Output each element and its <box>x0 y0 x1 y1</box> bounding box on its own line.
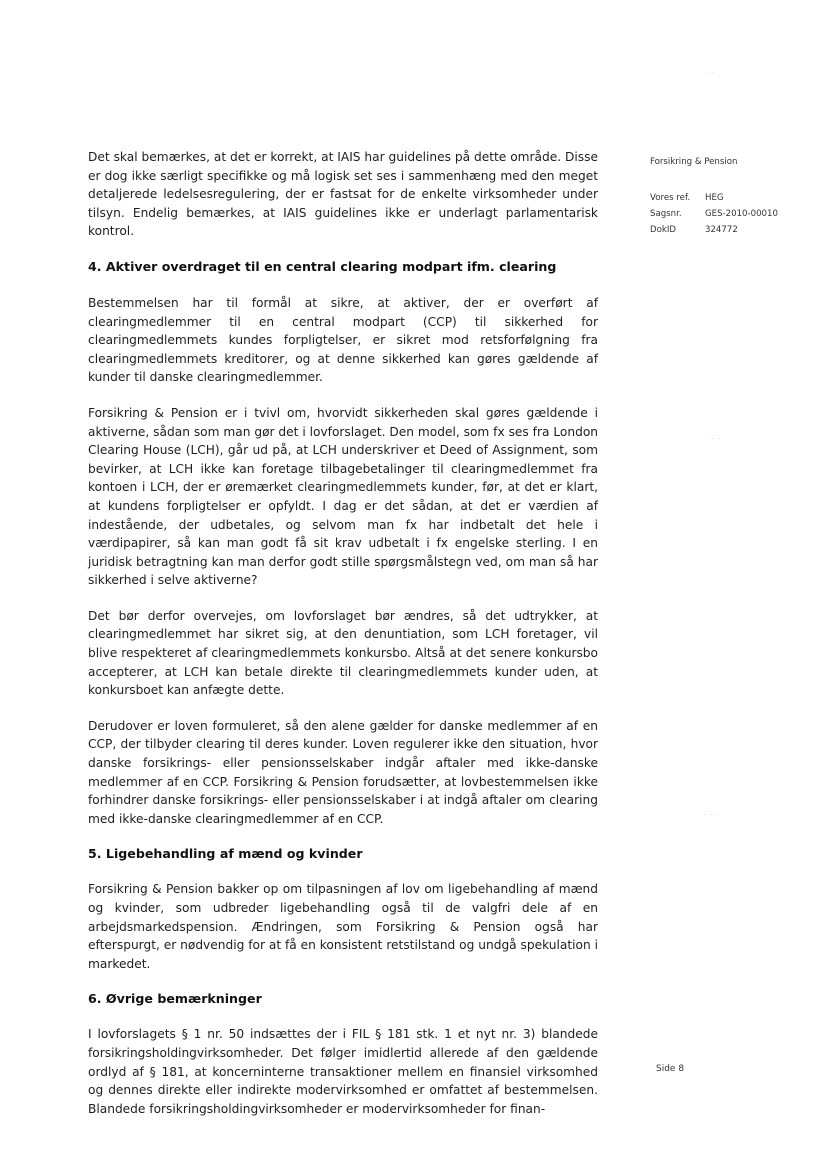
intro-paragraph: Det skal bemærkes, at det er korrekt, at IAIS har guidelines på dette område. Disse er dog ikke særligt specifikke og må logisk set ses i sammenhæng med den meget detaljerede ledelsesregulering, der er fastsat for de enkelte virksomheder under tilsyn. Endelig bemærkes, at IAIS guidelines ikke er underlagt parlamentarisk kontrol. <box>88 150 598 239</box>
section-4-paragraph-1: Bestemmelsen har til formål at sikre, at aktiver, der er overført af clearingmedlemmer til en central modpart (CCP) til sikkerhed for clearingmedlemmets kundes forpligtelser, er sikret mod retsforfølgning fra clearingmedlemmets kreditorer, og at denne sikkerhed kan gøres gældende af kunder til danske clearingmedlemmer. <box>88 295 598 385</box>
meta-row-ref <box>650 190 820 206</box>
meta-row-docid <box>650 222 820 238</box>
section-4-heading: 4. Aktiver overdraget til en central clearing modpart ifm. clearing <box>88 258 557 274</box>
meta-row-case <box>650 206 820 222</box>
meta-label: Vores ref. <box>650 193 691 203</box>
meta-value: GES-2010-00010 <box>705 209 778 219</box>
sidebar <box>650 154 820 238</box>
document-body <box>88 148 598 1118</box>
meta-label: DokID <box>650 225 677 235</box>
section-6-paragraph-1: I lovforslagets § 1 nr. 50 indsættes der i FIL § 181 stk. 1 et nyt nr. 3) blandede forsikringsholdingvirksomheder. Det følger imidlertid allerede af den gældende ordlyd af § 181, at koncerninterne transaktioner mellem en finansiel virksomhed og dennes direkte eller indirekte modervirksomhed er omfattet af bestemmelsen. Blandede forsikringsholdingvirksomheder er modervirksomheder for finan- <box>88 1027 598 1116</box>
meta-value: HEG <box>705 193 724 203</box>
scan-speck: · · · <box>706 436 721 443</box>
scan-speck: · · <box>706 70 715 77</box>
sender-organization: Forsikring & Pension <box>650 157 738 167</box>
section-4-paragraph-2: Forsikring & Pension er i tvivl om, hvorvidt sikkerheden skal gøres gældende i aktiverne, sådan som man gør det i lovforslaget. Den model, som fx ses fra London Clearing House (LCH), går ud på, at LCH underskriver et Deed of Assignment, som bevirker, at LCH ikke kan foretage tilbagebetalinger til clearingmedlemmet fra kontoen i LCH, der er øremærket clearingmedlemmets kunder, før, at det er klart, at kundens forpligtelser er opfyldt. I dag er det sådan, at det er værdien af indestående, der udbetales, og selvom man fx har indbetalt det hele i værdipapirer, så kan man godt få sit krav udbetalt i fx engelske sterling. I en juridisk betragtning kan man derfor godt stille spørgsmålstegn ved, om man så har sikkerhed i selve aktiverne? <box>88 405 598 588</box>
section-4-paragraph-4: Derudover er loven formuleret, så den alene gælder for danske medlemmer af en CCP, der tilbyder clearing til deres kunder. Loven regulerer ikke den situation, hvor danske forsikrings- eller pensionsselskaber indgår aftaler med ikke-danske medlemmer af en CCP. Forsikring & Pension forudsætter, at lovbestemmelsen ikke forhindrer danske forsikrings- eller pensionsselskaber i at indgå aftaler om clearing med ikke-danske clearingmedlemmer af en CCP. <box>88 718 598 826</box>
meta-value: 324772 <box>705 225 738 235</box>
section-5-heading: 5. Ligebehandling af mænd og kvinder <box>88 846 363 862</box>
scan-speck: · · · <box>704 812 719 819</box>
meta-label: Sagsnr. <box>650 209 682 219</box>
section-6-heading: 6. Øvrige bemærkninger <box>88 991 262 1007</box>
section-5-paragraph-1: Forsikring & Pension bakker op om tilpasningen af lov om ligebehandling af mænd og kvinder, som udbreder ligebehandling også til de valgfri dele af en arbejdsmarkedspension. Ændringen, som Forsikring & Pension også har efterspurgt, er nødvendig for at få en konsistent retstilstand og undgå spekulation i markedet. <box>88 882 598 971</box>
section-4-paragraph-3: Det bør derfor overvejes, om lovforslaget bør ændres, så det udtrykker, at clearingmedlemmet har sikret sig, at den denuntiation, som LCH foretager, vil blive respekteret af clearingmedlemmets konkursbo. Altså at det senere konkursbo accepterer, at LCH kan betale direkte til clearingmedlemmets kunder uden, at konkursboet kan anfægte dette. <box>88 608 598 698</box>
page-number: Side 8 <box>656 1064 685 1074</box>
